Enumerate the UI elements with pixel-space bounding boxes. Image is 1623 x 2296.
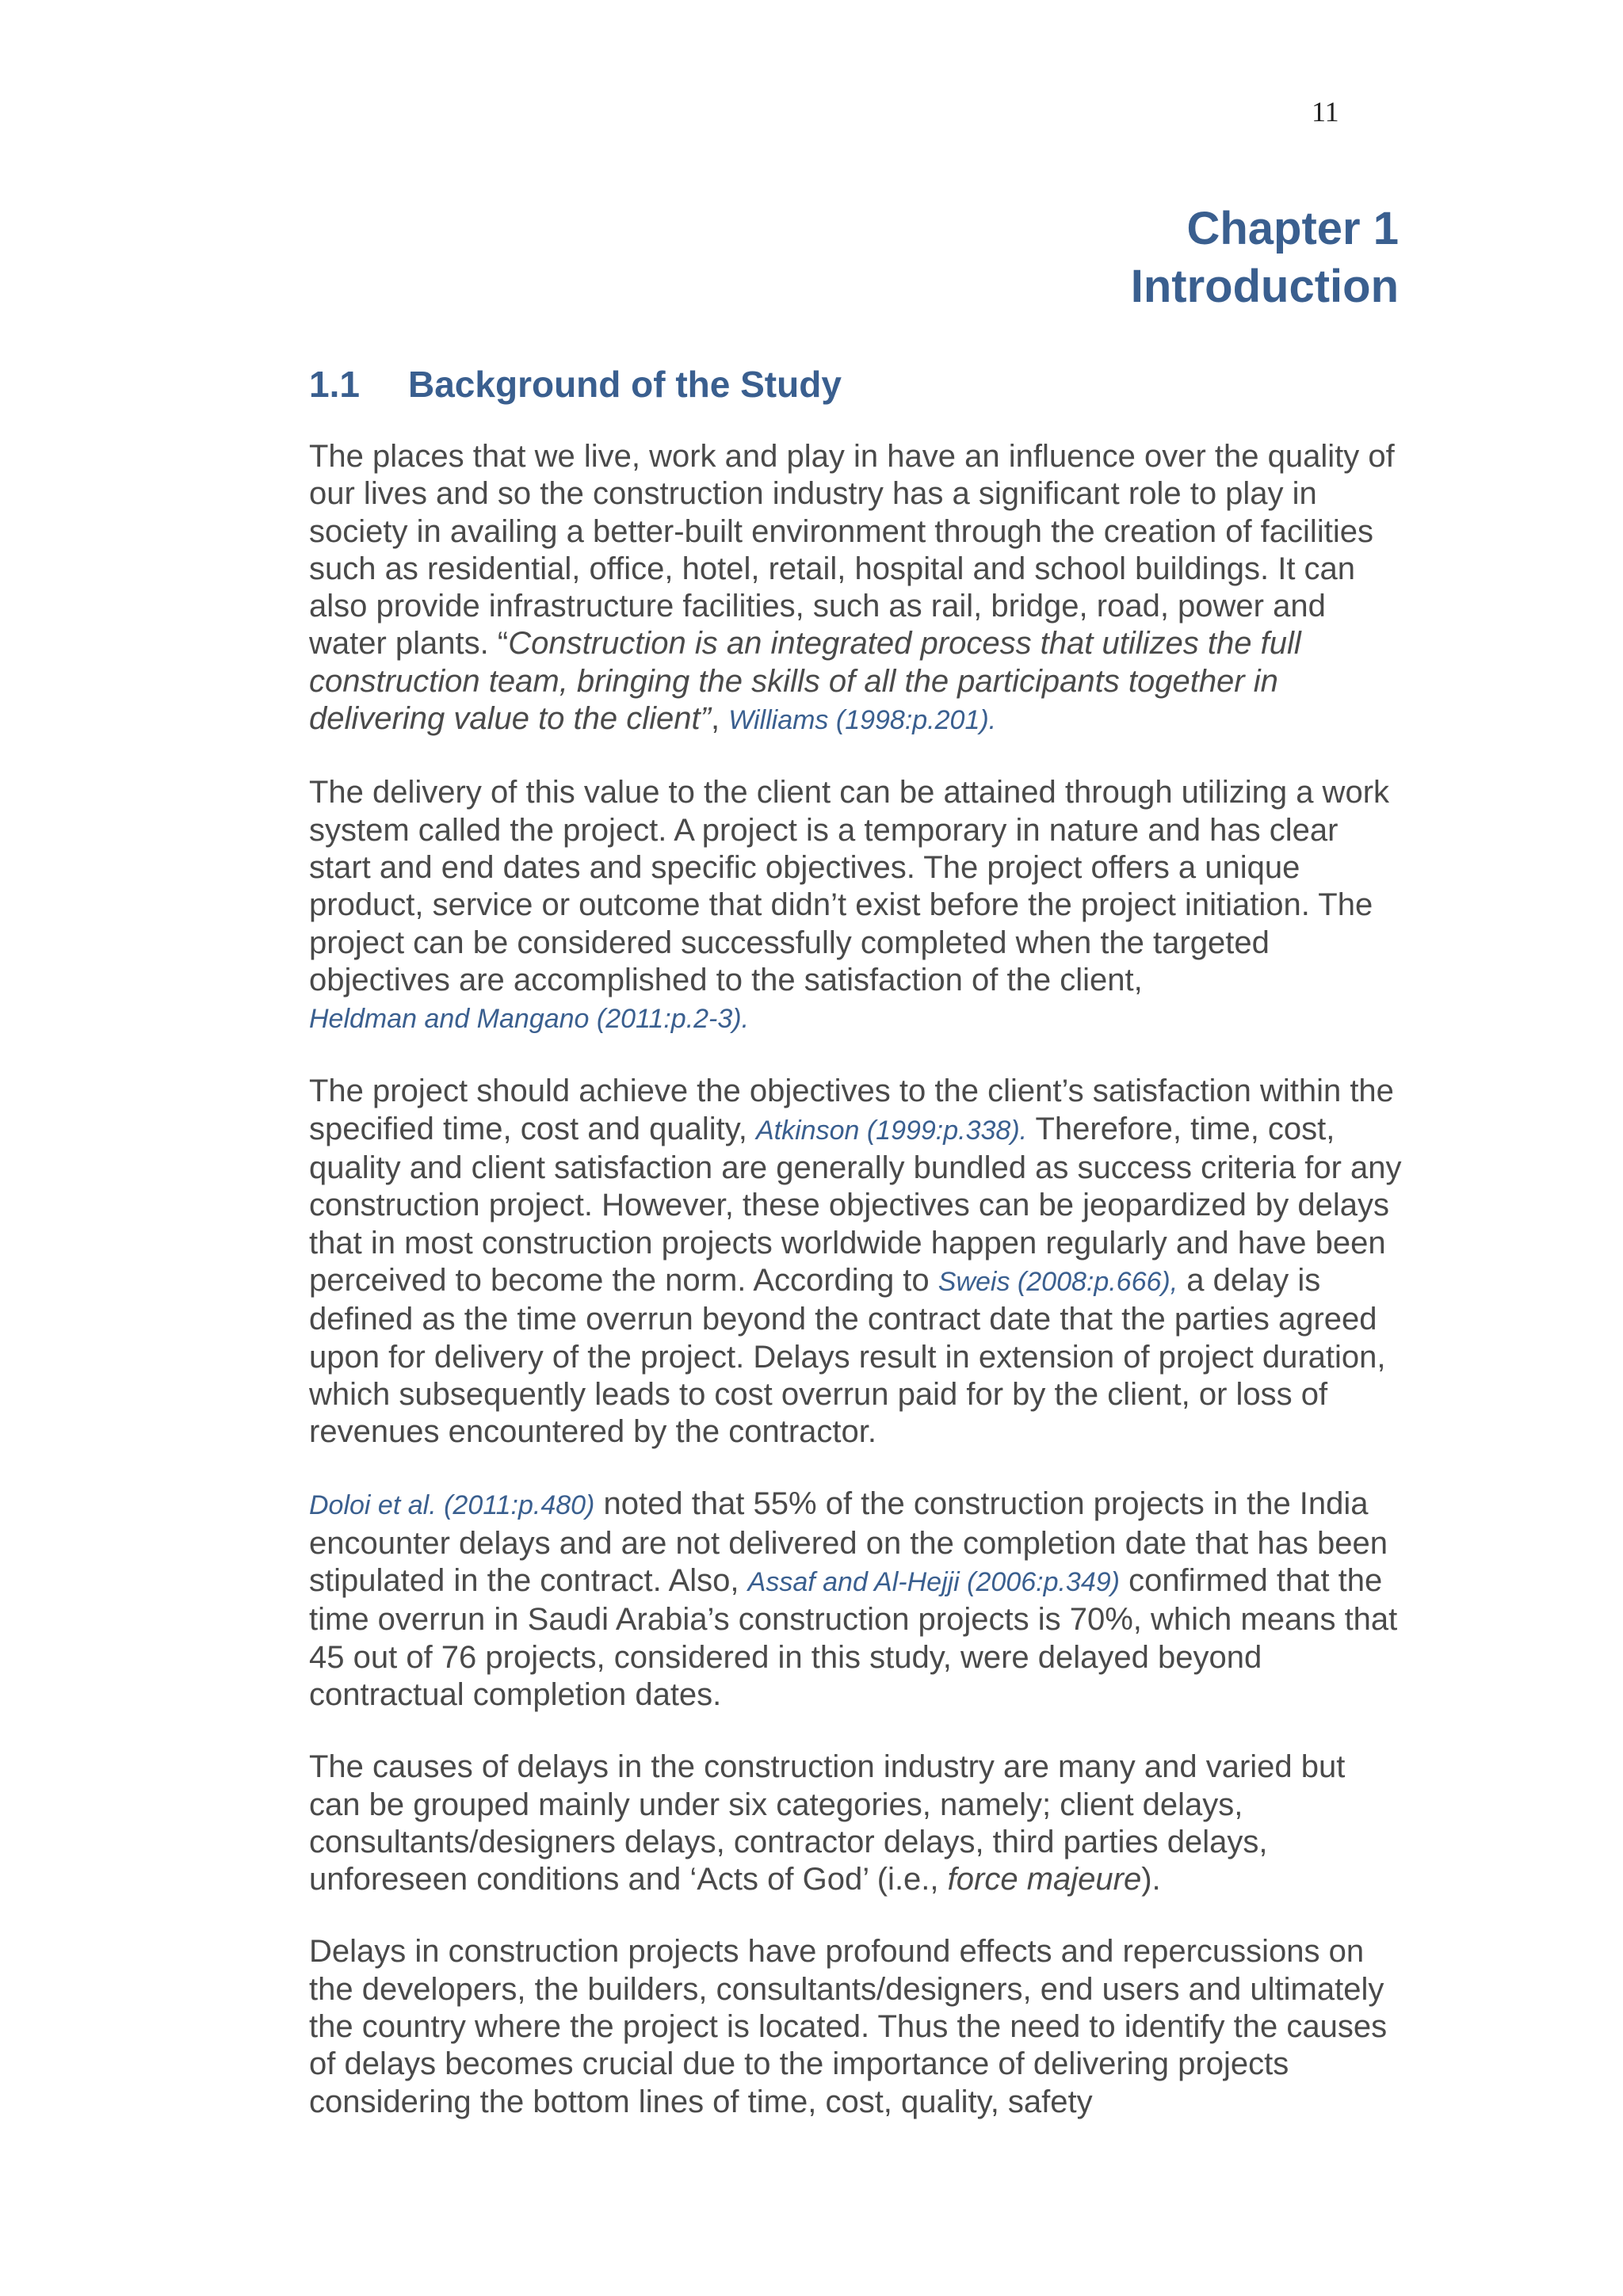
quotation: Construction is an integrated process that utilizes the full construction team, bringing the skills of all the participants together in delivering value to the client” xyxy=(309,626,1301,737)
citation-heldman-mangano: Heldman and Mangano (2011:p.2-3). xyxy=(309,1004,750,1035)
paragraph-text: The delivery of this value to the client can be attained through utilizing a work system called the project. A project is a temporary in nature and has clear start and end dates and specific objectives. The project offers a unique product, service or outcome that didn’t exist before the project initiation. The project can be considered successfully completed when the targeted objectives are accomplished to the satisfaction of the client, xyxy=(309,775,1390,997)
section-heading xyxy=(309,360,842,408)
page-number: 11 xyxy=(1312,96,1339,128)
chapter-label: Chapter 1 xyxy=(1186,203,1399,254)
paragraph-text: The places that we live, work and play in have an influence over the quality of our lives and so the construction industry has a significant role to play in society in availing a better-built environment through the creation of facilities such as residential, office, hotel, retail, hospital and school buildings. It can also provide infrastructure facilities, such as rail, bridge, road, power and water plants. “ xyxy=(309,439,1395,662)
paragraph-text: ). xyxy=(1141,1862,1161,1897)
citation-atkinson: Atkinson (1999:p.338). xyxy=(755,1115,1028,1146)
citation-doloi: Doloi et al. (2011:p.480) xyxy=(309,1490,595,1521)
chapter-heading xyxy=(1131,200,1399,315)
citation-assaf-al-hejji: Assaf and Al-Hejji (2006:p.349) xyxy=(747,1567,1120,1598)
chapter-title: Introduction xyxy=(1130,261,1399,312)
body-text xyxy=(309,438,1403,2156)
section-title: Background of the Study xyxy=(408,364,842,405)
paragraph-4 xyxy=(309,1486,1403,1714)
paragraph-text: confirmed that the time overrun in Saudi Arabia’s construction projects is 70%, which means that 45 out of 76 projects, considered in this study, were delayed beyond contractual completion dates. xyxy=(309,1563,1398,1712)
paragraph-text: Therefore, time, cost, quality and client satisfaction are generally bundled as success criteria for any construction project. However, these objectives can be jeopardized by delays that in most construction projects worldwide happen regularly and have been perceived to become the norm. According to xyxy=(309,1111,1402,1298)
paragraph-1 xyxy=(309,438,1403,739)
paragraph-text: noted that 55% of the construction projects in the India encounter delays and are not delivered on the completion date that has been stipulated in the contract. Also, xyxy=(309,1486,1388,1599)
paragraph-text: a delay is defined as the time overrun beyond the contract date that the parties agreed upon for delivery of the project. Delays result in extension of project duration, which subsequently leads to cost overrun paid for by the client, or loss of revenues encountered by the contractor. xyxy=(309,1262,1386,1450)
paragraph-5 xyxy=(309,1749,1403,1898)
paragraph-3 xyxy=(309,1073,1403,1451)
section-number: 1.1 xyxy=(309,364,360,405)
citation-williams: Williams (1998:p.201). xyxy=(728,705,997,736)
paragraph-6 xyxy=(309,1933,1403,2120)
paragraph-text: , xyxy=(710,701,729,737)
paragraph-text: Delays in construction projects have profound effects and repercussions on the developers, the builders, consultants/designers, end users and ultimately the country where the project is located. Thus the need to identify the causes of delays becomes crucial due to the importance of delivering projects considering the bottom lines of time, cost, quality, safety xyxy=(309,1934,1388,2119)
paragraph-text: The project should achieve the objectives to the client’s satisfaction within the specified time, cost and quality, xyxy=(309,1074,1394,1146)
paragraph-2 xyxy=(309,774,1403,1038)
emphasis-force-majeure: force majeure xyxy=(947,1862,1142,1897)
citation-sweis: Sweis (2008:p.666), xyxy=(938,1266,1178,1297)
paragraph-text: The causes of delays in the construction industry are many and varied but can be grouped mainly under six categories, namely; client delays, consultants/designers delays, contractor delays, third parties delays, unforeseen conditions and ‘Acts of God’ (i.e., xyxy=(309,1749,1346,1897)
